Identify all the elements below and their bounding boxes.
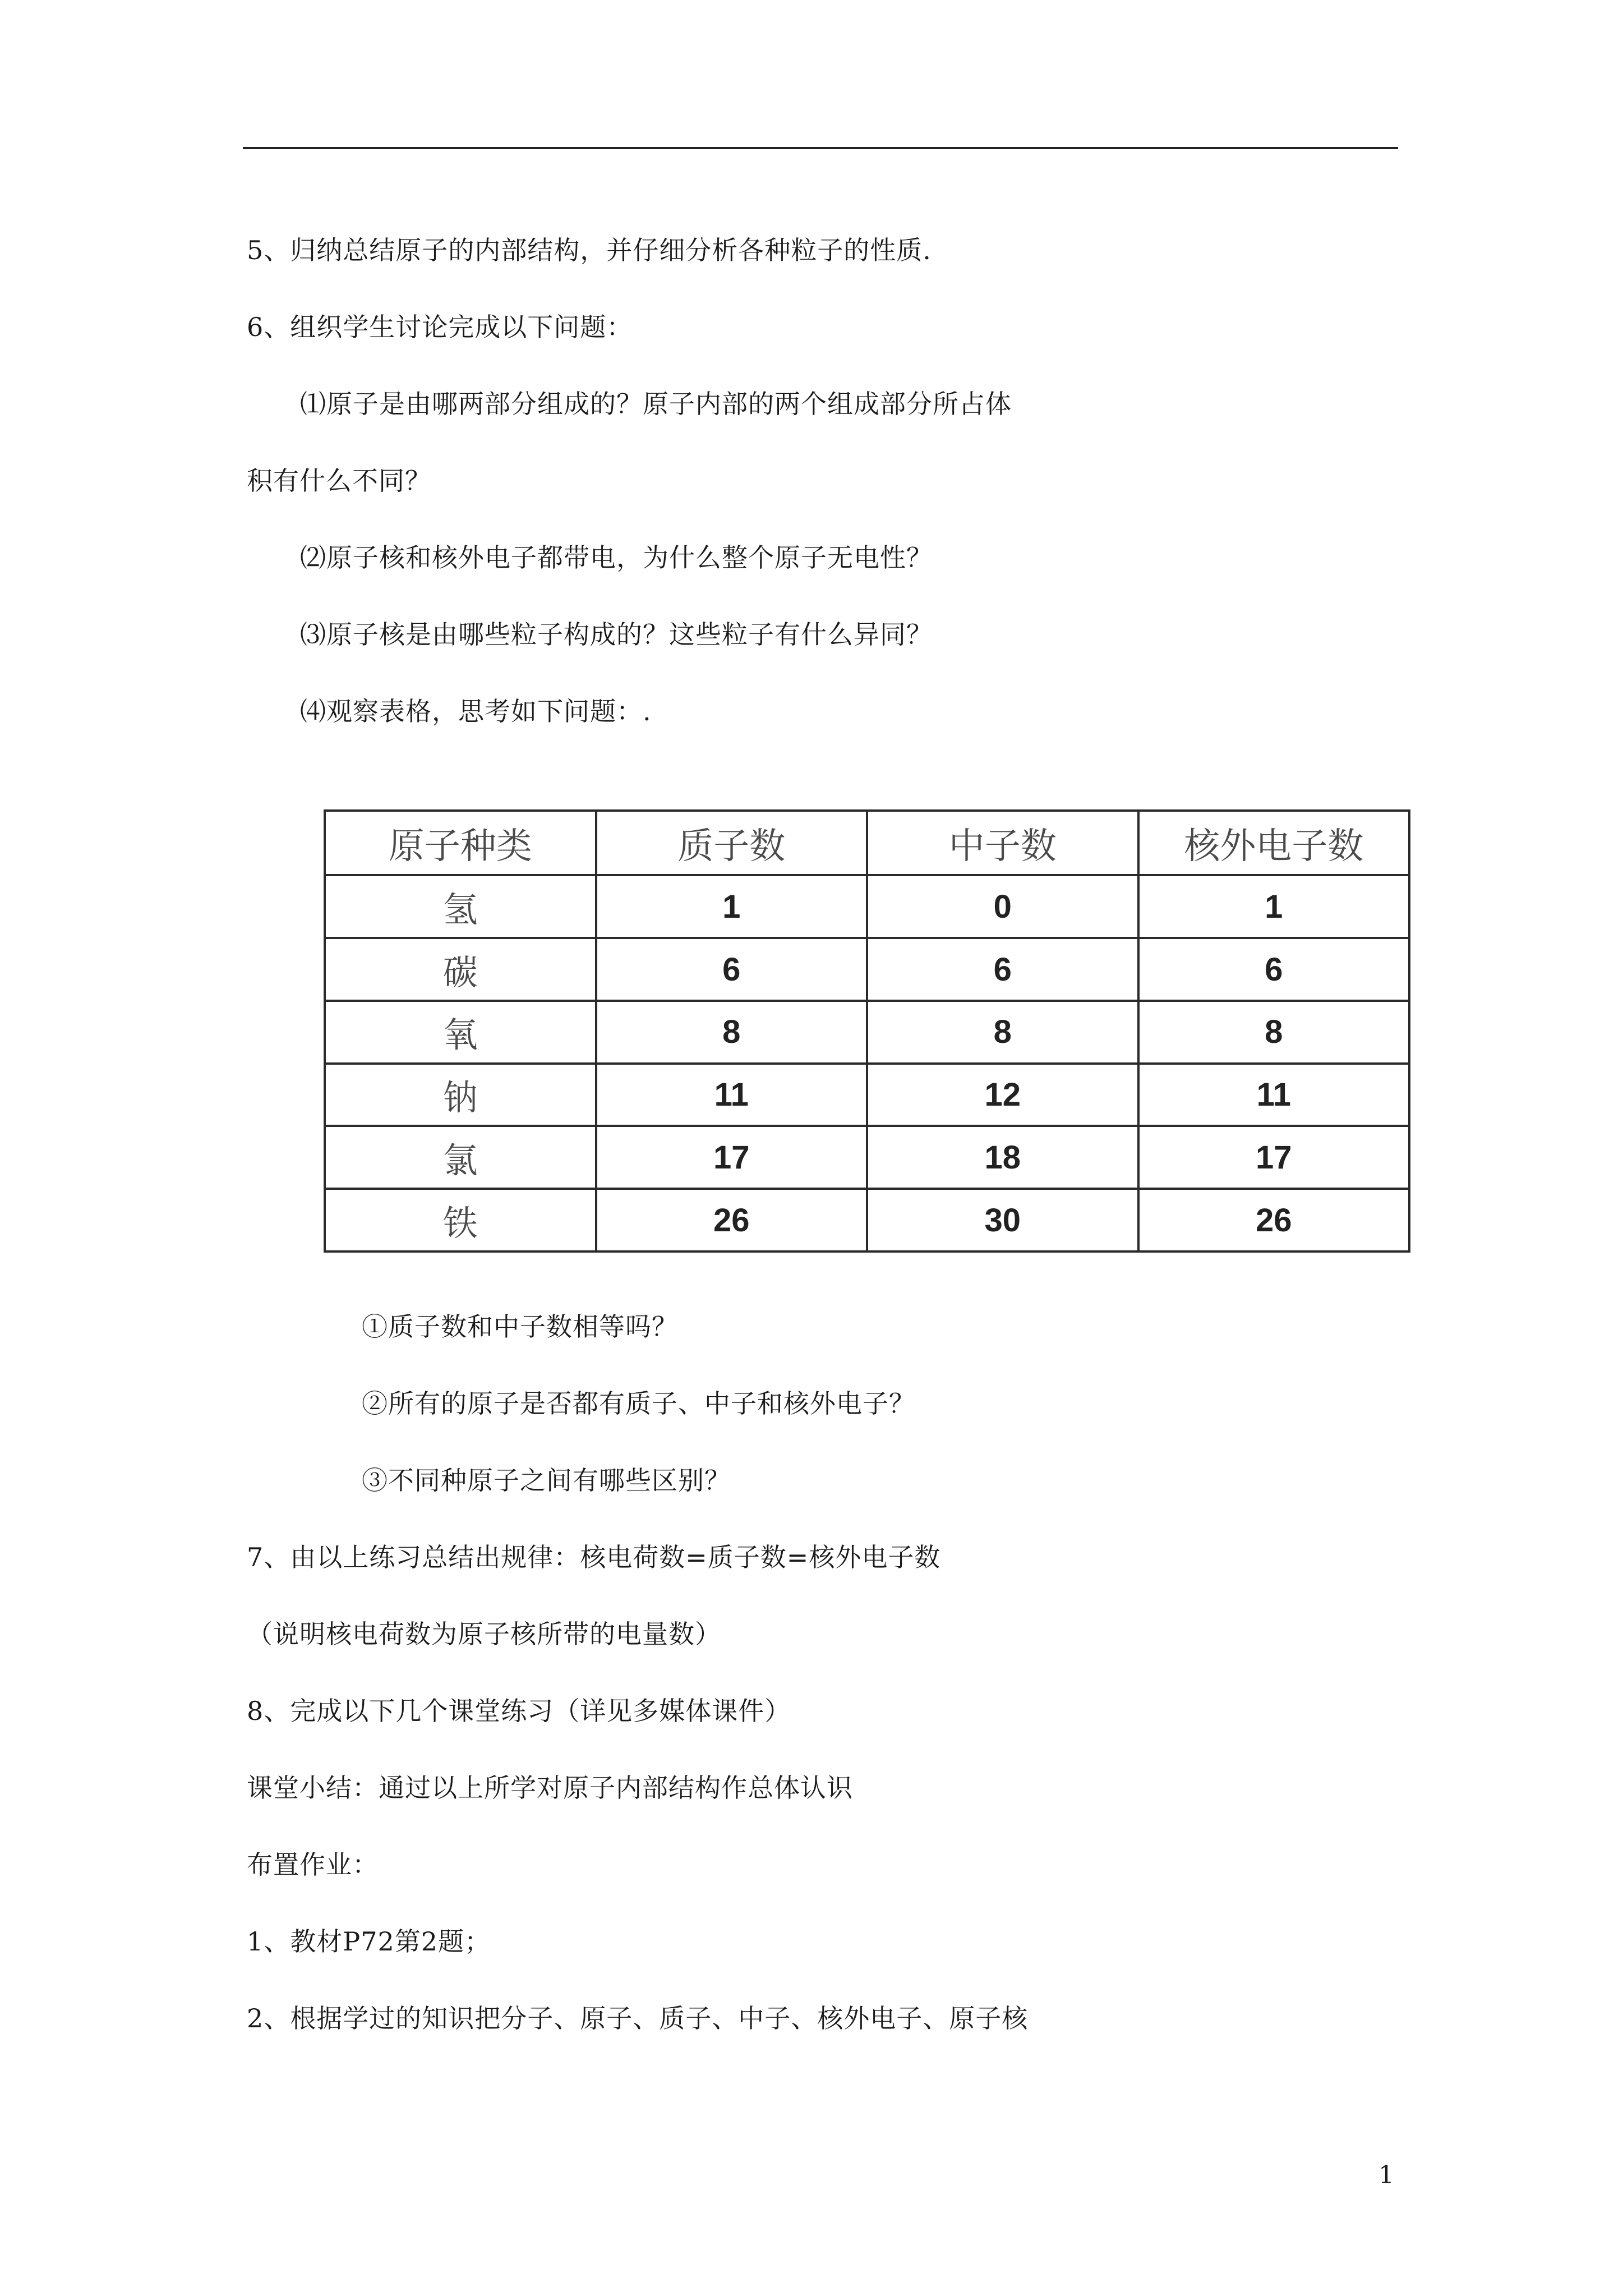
table-row	[325, 938, 1409, 1001]
text-line-7: ⑷观察表格，思考如下问题：.	[300, 696, 652, 726]
cell-neutron: 18	[867, 1126, 1138, 1189]
header-atom-type: 原子种类	[325, 811, 596, 875]
cell-atom-name: 钠	[325, 1064, 596, 1126]
text-line-10: ③不同种原子之间有哪些区别？	[362, 1465, 731, 1496]
text-line-12: （说明核电荷数为原子核所带的电量数）	[247, 1619, 721, 1649]
header-proton-count: 质子数	[596, 811, 868, 875]
cell-atom-name: 氯	[325, 1126, 596, 1189]
header-rule	[243, 147, 1398, 149]
text-line-5: ⑵原子核和核外电子都带电，为什么整个原子无电性？	[300, 542, 933, 573]
cell-electron: 11	[1138, 1064, 1410, 1126]
cell-electron: 26	[1138, 1189, 1410, 1251]
text-line-13: 8、完成以下几个课堂练习（详见多媒体课件）	[247, 1696, 791, 1726]
cell-proton: 8	[596, 1001, 868, 1064]
atom-table	[324, 809, 1410, 1253]
table-row	[325, 1189, 1409, 1251]
cell-proton: 11	[596, 1064, 868, 1126]
cell-neutron: 8	[867, 1001, 1138, 1064]
text-line-11: 7、由以上练习总结出规律：核电荷数=质子数=核外电子数	[247, 1542, 941, 1572]
header-electron-count: 核外电子数	[1138, 811, 1410, 875]
text-line-1: 5、归纳总结原子的内部结构，并仔细分析各种粒子的性质.	[247, 235, 932, 265]
cell-proton: 17	[596, 1126, 868, 1189]
cell-atom-name: 铁	[325, 1189, 596, 1251]
text-line-6: ⑶原子核是由哪些粒子构成的？这些粒子有什么异同？	[300, 619, 933, 650]
cell-electron: 6	[1138, 938, 1410, 1001]
text-line-16: 1、教材P72第2题；	[247, 1926, 491, 1957]
cell-atom-name: 碳	[325, 938, 596, 1001]
header-neutron-count: 中子数	[867, 811, 1138, 875]
cell-electron: 17	[1138, 1126, 1410, 1189]
text-line-4: 积有什么不同？	[247, 466, 431, 496]
page-number: 1	[1378, 2161, 1394, 2189]
cell-electron: 1	[1138, 875, 1410, 938]
cell-proton: 6	[596, 938, 868, 1001]
cell-atom-name: 氧	[325, 1001, 596, 1064]
table-header-row	[325, 811, 1409, 875]
table-row	[325, 1001, 1409, 1064]
cell-neutron: 6	[867, 938, 1138, 1001]
text-line-2: 6、组织学生讨论完成以下问题：	[247, 312, 633, 342]
text-line-14: 课堂小结：通过以上所学对原子内部结构作总体认识	[247, 1773, 853, 1803]
text-line-8: ①质子数和中子数相等吗？	[362, 1312, 678, 1342]
cell-atom-name: 氢	[325, 875, 596, 938]
text-line-17: 2、根据学过的知识把分子、原子、质子、中子、核外电子、原子核	[247, 2003, 1029, 2033]
cell-electron: 8	[1138, 1001, 1410, 1064]
text-line-9: ②所有的原子是否都有质子、中子和核外电子？	[362, 1388, 915, 1419]
text-line-15: 布置作业：	[247, 1849, 379, 1880]
table-row	[325, 875, 1409, 938]
table-row	[325, 1126, 1409, 1189]
text-line-3: ⑴原子是由哪两部分组成的？原子内部的两个组成部分所占体	[300, 389, 1012, 419]
cell-neutron: 12	[867, 1064, 1138, 1126]
table-row	[325, 1064, 1409, 1126]
cell-proton: 26	[596, 1189, 868, 1251]
cell-neutron: 30	[867, 1189, 1138, 1251]
cell-proton: 1	[596, 875, 868, 938]
cell-neutron: 0	[867, 875, 1138, 938]
